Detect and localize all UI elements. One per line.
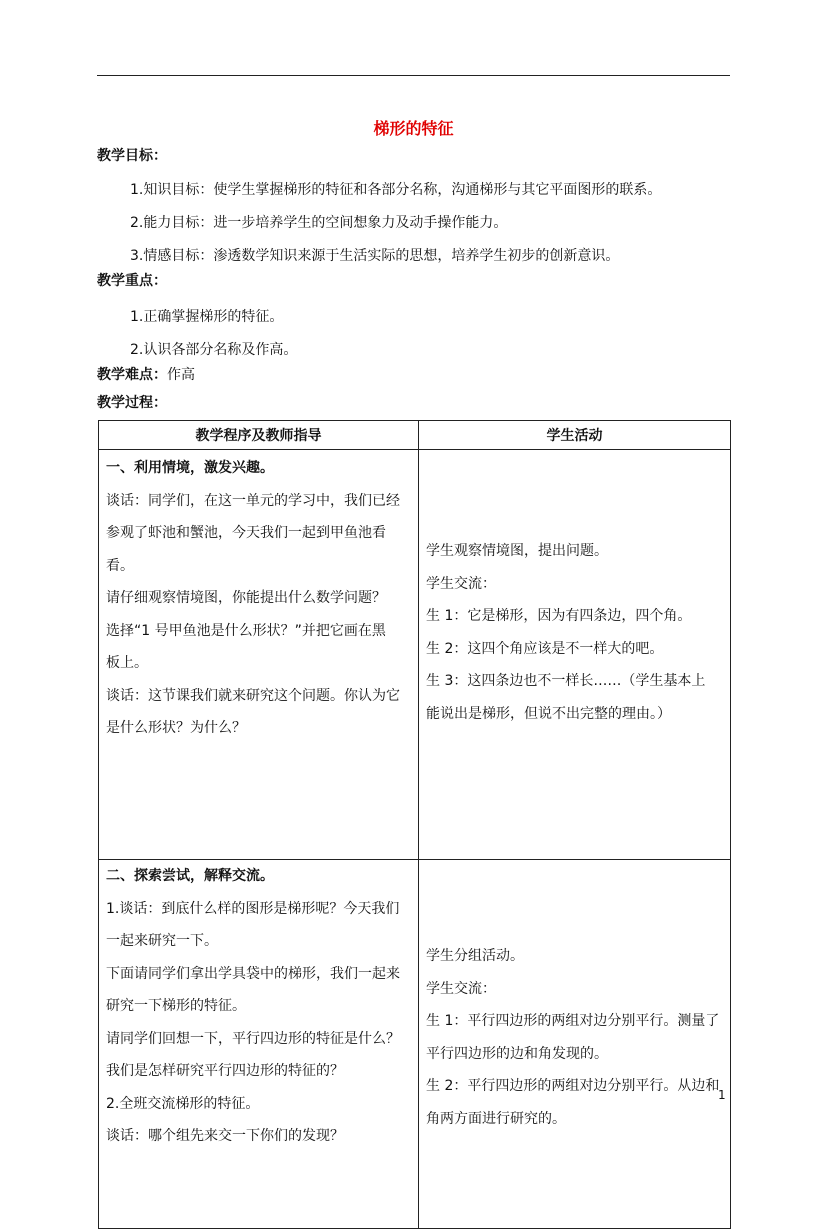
section-heading: 二、探索尝试，解释交流。 [106,868,274,884]
paragraph-line: 请同学们回想一下，平行四边形的特征是什么？ [106,1030,400,1047]
table-row [99,860,731,1229]
process-table [98,420,731,1229]
objective-item-3: 3.情感目标：渗透数学知识来源于生活实际的思想，培养学生初步的创新意识。 [130,248,620,264]
paragraph-line: 2.全班交流梯形的特征。 [106,1095,260,1112]
paragraph-line: 板上。 [106,655,148,671]
paragraph-line: 生 1：它是梯形，因为有四条边，四个角。 [426,608,692,624]
student-activity-cell [419,860,731,1229]
student-activity-cell [419,450,731,860]
table-header-row [99,421,731,450]
key-points-heading: 教学重点： [97,273,167,289]
column-header-student: 学生活动 [419,421,731,450]
objectives-heading: 教学目标： [97,148,167,164]
paragraph-line: 生 2：平行四边形的两组对边分别平行。从边和 [426,1078,720,1094]
paragraph-line: 生 2：这四个角应该是不一样大的吧。 [426,640,664,657]
paragraph-line: 生 1：平行四边形的两组对边分别平行。测量了 [426,1013,720,1029]
paragraph-line: 角两方面进行研究的。 [426,1110,566,1127]
paragraph-line: 学生交流： [426,980,496,997]
header-rule [97,75,730,76]
objective-item-2: 2.能力目标：进一步培养学生的空间想象力及动手操作能力。 [130,215,508,231]
paragraph-line: 研究一下梯形的特征。 [106,998,246,1014]
paragraph-line: 谈话：这节课我们就来研究这个问题。你认为它 [106,687,400,704]
paragraph-line: 学生观察情境图，提出问题。 [426,543,608,559]
paragraph-line: 一起来研究一下。 [106,933,218,949]
difficulty-value: 作高 [167,367,195,383]
paragraph-line: 学生交流： [426,575,496,592]
paragraph-line: 谈话：同学们，在这一单元的学习中，我们已经 [106,492,400,509]
paragraph-line: 1.谈话：到底什么样的图形是梯形呢？今天我们 [106,900,400,917]
difficulty-line [97,364,195,384]
paragraph-line: 参观了虾池和蟹池，今天我们一起到甲鱼池看看。 [106,525,386,574]
key-point-item-2: 2.认识各部分名称及作高。 [130,342,298,358]
paragraph-line: 生 3：这四条边也不一样长……（学生基本上 [426,673,706,689]
process-heading: 教学过程： [97,395,167,411]
paragraph-line: 我们是怎样研究平行四边形的特征的？ [106,1063,344,1079]
paragraph-line: 能说出是梯形，但说不出完整的理由。） [426,705,671,722]
paragraph-line: 平行四边形的边和角发现的。 [426,1045,608,1062]
column-header-teacher: 教学程序及教师指导 [99,421,419,450]
paragraph-line: 下面请同学们拿出学具袋中的梯形，我们一起来 [106,965,400,982]
paragraph-line: 学生分组活动。 [426,948,524,964]
key-point-item-1: 1.正确掌握梯形的特征。 [130,309,284,325]
paragraph-line: 是什么形状？为什么？ [106,720,246,736]
paragraph-line: 谈话：哪个组先来交一下你们的发现？ [106,1128,344,1144]
page-number: 1 [718,1088,726,1102]
paragraph-line: 请仔细观察情境图，你能提出什么数学问题？ [106,590,386,606]
table-row [99,450,731,860]
teacher-guidance-cell [99,860,419,1229]
page-title: 梯形的特征 [373,119,454,138]
difficulty-heading: 教学难点： [97,367,167,383]
teacher-guidance-cell [99,450,419,860]
objective-item-1: 1.知识目标：使学生掌握梯形的特征和各部分名称，沟通梯形与其它平面图形的联系。 [130,182,662,198]
paragraph-line: 选择“1 号甲鱼池是什么形状？”并把它画在黑 [106,622,386,639]
section-heading: 一、利用情境，激发兴趣。 [106,460,274,476]
